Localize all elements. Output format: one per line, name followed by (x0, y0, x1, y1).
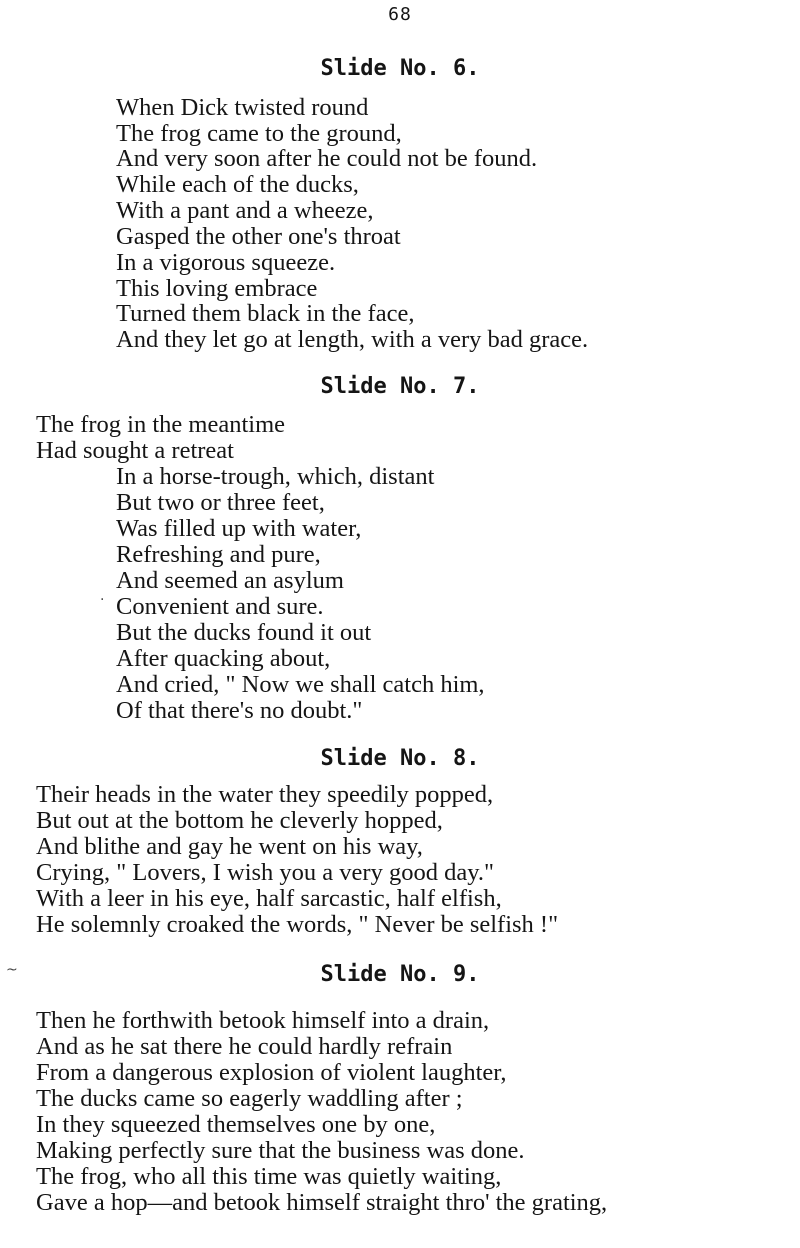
verse-line: In they squeezed themselves one by one, (36, 1111, 436, 1138)
verse-line: From a dangerous explosion of violent laughter, (36, 1059, 507, 1086)
verse-line: With a pant and a wheeze, (116, 197, 374, 224)
verse-line: This loving embrace (116, 275, 318, 302)
verse-line: But two or three feet, (116, 489, 325, 516)
verse-line: In a vigorous squeeze. (116, 249, 336, 276)
page-number: 68 (388, 4, 412, 25)
verse-line: When Dick twisted round (116, 94, 369, 121)
verse-line: The frog, who all this time was quietly waiting, (36, 1163, 502, 1190)
verse-line: Of that there's no doubt." (116, 697, 363, 724)
verse-line: And seemed an asylum (116, 567, 344, 594)
verse-line: While each of the ducks, (116, 171, 359, 198)
verse-line: Was filled up with water, (116, 515, 362, 542)
verse-line: He solemnly croaked the words, " Never be selfish !" (36, 911, 559, 938)
verse-line: Then he forthwith betook himself into a drain, (36, 1007, 490, 1034)
stanza-heading: Slide No. 6. (320, 56, 480, 81)
verse-line: Gasped the other one's throat (116, 223, 401, 250)
verse-line: And very soon after he could not be found. (116, 145, 538, 172)
verse-line: With a leer in his eye, half sarcastic, half elfish, (36, 885, 502, 912)
verse-line: In a horse-trough, which, distant (116, 463, 435, 490)
verse-line: And blithe and gay he went on his way, (36, 833, 423, 860)
verse-line: Gave a hop—and betook himself straight thro' the grating, (36, 1189, 608, 1216)
verse-line: The ducks came so eagerly waddling after ; (36, 1085, 463, 1112)
verse-line: And as he sat there he could hardly refrain (36, 1033, 453, 1060)
margin-speck: · (100, 592, 105, 608)
verse-line: But the ducks found it out (116, 619, 372, 646)
verse-line: And cried, " Now we shall catch him, (116, 671, 485, 698)
verse-line: Convenient and sure. (116, 593, 324, 620)
stanza-heading: Slide No. 9. (320, 962, 480, 987)
verse-line: Refreshing and pure, (116, 541, 321, 568)
margin-speck: ~ (6, 962, 18, 978)
stanza-heading: Slide No. 7. (320, 374, 480, 399)
verse-line: Turned them black in the face, (116, 300, 415, 327)
verse-line: Had sought a retreat (36, 437, 234, 464)
verse-line: But out at the bottom he cleverly hopped, (36, 807, 443, 834)
verse-line: The frog in the meantime (36, 411, 285, 438)
verse-line: Crying, " Lovers, I wish you a very good day." (36, 859, 494, 886)
verse-line: And they let go at length, with a very bad grace. (116, 326, 589, 353)
verse-line: The frog came to the ground, (116, 120, 402, 147)
verse-line: Making perfectly sure that the business was done. (36, 1137, 525, 1164)
stanza-heading: Slide No. 8. (320, 746, 480, 771)
verse-line: After quacking about, (116, 645, 331, 672)
verse-line: Their heads in the water they speedily popped, (36, 781, 494, 808)
